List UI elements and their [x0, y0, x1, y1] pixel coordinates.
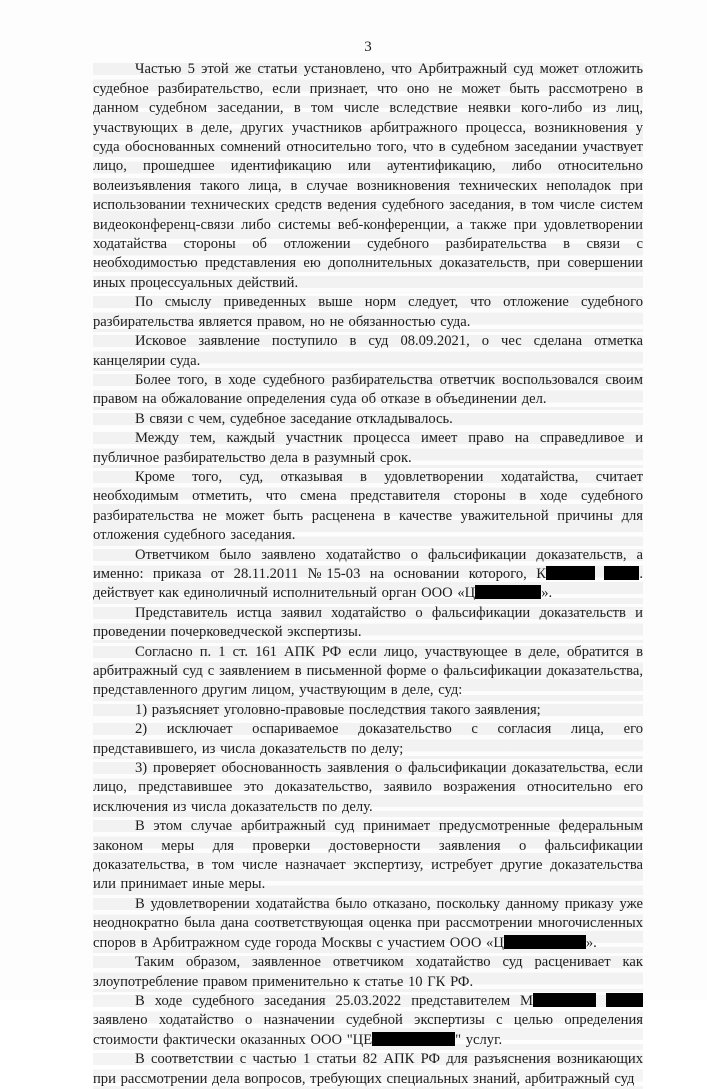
paragraph: Между тем, каждый участник процесса имеет право на справедливое и публичное разбирательство дела в разумный срок. [93, 429, 643, 468]
paragraph: В удовлетворении ходатайства было отказано, поскольку данному приказу уже неоднократно была дана соответствующая оценка при рассмотрении многочисленных споров в Арбитражном суде города Москвы с участием ООО «Ц ». [93, 895, 643, 953]
redaction-box [475, 585, 541, 599]
redaction-box [504, 935, 586, 949]
paragraph: В ходе судебного заседания 25.03.2022 представителем М заявлено ходатайство о назначении судебной экспертизы с целью определения стоимости фактически оказанных ООО "ЦЕ " услуг. [93, 992, 643, 1050]
document-body [93, 60, 643, 1089]
paragraph: Более того, в ходе судебного разбирательства ответчик воспользовался своим правом на обжалование определения суда об отказе в объединении дел. [93, 371, 643, 410]
redaction-box [606, 993, 643, 1007]
paragraph: Ответчиком было заявлено ходатайство о фальсификации доказательств, а именно: приказа от 28.11.2011 №15-03 на основании которого, К . действует как единоличный исполнительный орган ООО «Ц ». [93, 546, 643, 604]
redaction-box [372, 1032, 455, 1046]
paragraph: Частью 5 этой же статьи установлено, что Арбитражный суд может отложить судебное разбирательство, если признает, что оно не может быть рассмотрено в данном судебном заседании, в том числе вследствие неявки кого-либо из лиц, участвующих в деле, других участников арбитражного процесса, возникновения у суда обоснованных сомнений относительно того, что в судебном заседании участвует лицо, прошедшее идентификацию или аутентификацию, либо относительно волеизъявления такого лица, в случае возникновения технических неполадок при использовании технических средств ведения судебного заседания, в том числе систем видеоконференц-связи либо системы веб-конференции, а также при удовлетворении ходатайства стороны об отложении судебного разбирательства в связи с необходимостью представления ею дополнительных доказательств, при совершении иных процессуальных действий. [93, 60, 643, 293]
paragraph: 1) разъясняет уголовно-правовые последствия такого заявления; [93, 701, 643, 720]
paragraph: 3) проверяет обоснованность заявления о фальсификации доказательства, если лицо, представившее это доказательство, заявило возражения относительно его исключения из числа доказательств по делу. [93, 759, 643, 817]
paragraph: Согласно п. 1 ст. 161 АПК РФ если лицо, участвующее в деле, обратится в арбитражный суд с заявлением в письменной форме о фальсификации доказательства, представленного другим лицом, участвующим в деле, суд: [93, 643, 643, 701]
paragraph: Кроме того, суд, отказывая в удовлетворении ходатайства, считает необходимым отметить, что смена представителя стороны в ходе судебного разбирательства не может быть расценена в качестве уважительной причины для отложения судебного заседания. [93, 468, 643, 546]
paragraph: В связи с чем, судебное заседание откладывалось. [93, 410, 643, 429]
paragraph: Таким образом, заявленное ответчиком ходатайство суд расценивает как злоупотребление правом применительно к статье 10 ГК РФ. [93, 953, 643, 992]
paragraph: В соответствии с частью 1 статьи 82 АПК РФ для разъяснения возникающих при рассмотрении дела вопросов, требующих специальных знаний, арбитражный суд [93, 1050, 643, 1089]
paragraph: Представитель истца заявил ходатайство о фальсификации доказательств и проведении почерковедческой экспертизы. [93, 604, 643, 643]
paragraph: В этом случае арбитражный суд принимает предусмотренные федеральным законом меры для проверки достоверности заявления о фальсификации доказательства, в том числе назначает экспертизу, истребует другие доказательства или принимает иные меры. [93, 817, 643, 895]
paragraph: 2) исключает оспариваемое доказательство с согласия лица, его представившего, из числа доказательств по делу; [93, 720, 643, 759]
paragraph: По смыслу приведенных выше норм следует, что отложение судебного разбирательства является правом, но не обязанностью суда. [93, 293, 643, 332]
paragraph: Исковое заявление поступило в суд 08.09.2021, о чес сделана отметка канцелярии суда. [93, 332, 643, 371]
redaction-box [546, 566, 595, 580]
redaction-box [604, 566, 639, 580]
redaction-box [533, 993, 596, 1007]
page-number: 3 [364, 39, 372, 55]
